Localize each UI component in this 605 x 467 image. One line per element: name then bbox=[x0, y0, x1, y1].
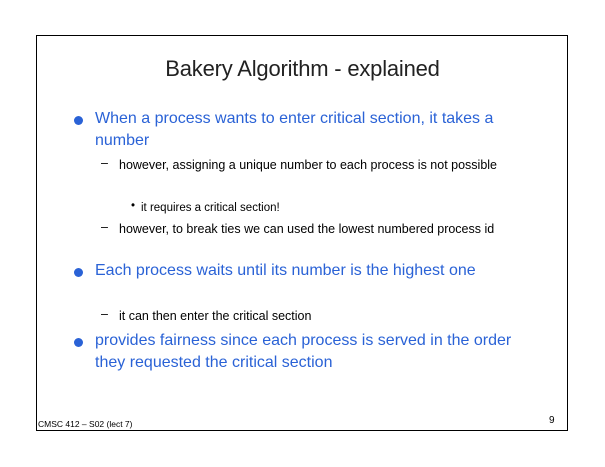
sub-bullet-text: however, to break ties we can used the lowest numbered process id bbox=[119, 222, 495, 236]
sub-sub-bullet-text: it requires a critical section! bbox=[141, 202, 280, 214]
sub-bullet-text: it can then enter the critical section bbox=[119, 309, 312, 323]
dash-marker: – bbox=[101, 156, 108, 170]
slide-title: Bakery Algorithm - explained bbox=[165, 56, 440, 81]
bullet-text: Each process waits until its number is the highest one bbox=[95, 262, 476, 279]
slide-footer: CMSC 412 – S02 (lect 7) bbox=[38, 419, 133, 429]
bullet-dot bbox=[74, 116, 83, 125]
bullet-text: When a process wants to enter critical section, it takes a number bbox=[95, 110, 494, 149]
bullet-dot bbox=[74, 338, 83, 347]
sub-sub-bullet-marker: • bbox=[131, 200, 136, 212]
page-number: 9 bbox=[549, 415, 555, 426]
dash-marker: – bbox=[101, 307, 108, 321]
bullet-dot bbox=[74, 268, 83, 277]
sub-bullet-text: however, assigning a unique number to each process is not possible bbox=[119, 158, 498, 172]
bullet-text: provides fairness since each process is served in the order they requested the critical section bbox=[95, 332, 512, 371]
dash-marker: – bbox=[101, 220, 108, 234]
